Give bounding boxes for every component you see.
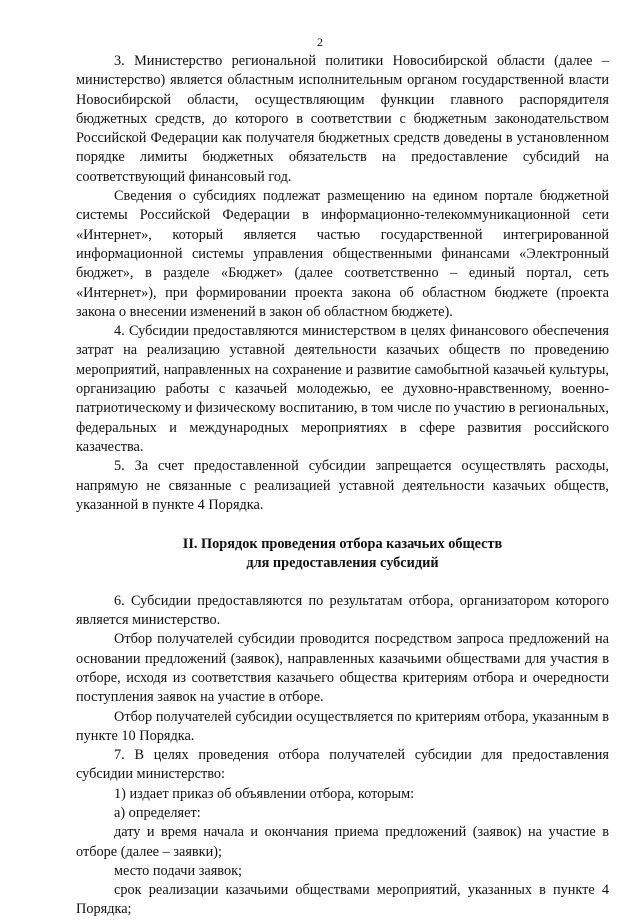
page-number: 2 xyxy=(317,35,323,49)
paragraph-3: 3. Министерство региональной политики Новосибирской области (далее – министерство) является областным исполнительным органом государственной власти Новосибирской области, осуществляющим функции главного распорядителя бюджетных средств, до которого в соответствии с бюджетным законодательством Российской Федерации как получателя бюджетных средств доведены в установленном порядке лимиты бюджетных обязательств на предоставление субсидий на соответствующий финансовый год. xyxy=(76,53,609,185)
section-heading-line-1: II. Порядок проведения отбора казачьих обществ xyxy=(182,536,503,553)
paragraph-4: 4. Субсидии предоставляются министерством в целях финансового обеспечения затрат на реализацию уставной деятельности казачьих обществ по проведению мероприятий, направленных на сохранение и развитие самобытной казачьей культуры, организацию работы с казачьей молодежью, ее духовно-нравственному, военно-патриотическому и физическому воспитанию, в том числе по участию в региональных, федеральных и международных мероприятиях в сфере развития российского казачества. xyxy=(76,323,609,455)
paragraph-5: 5. За счет предоставленной субсидии запрещается осуществлять расходы, напрямую не связанные с реализацией уставной деятельности казачьих обществ, указанной в пункте 4 Порядка. xyxy=(76,458,609,513)
paragraph-subsidy-info: Сведения о субсидиях подлежат размещению на едином портале бюджетной системы Российской Федерации в информационно-телекоммуникационной сети «Интернет», который является частью государственной интегрированной информационной системы управления общественными финансами «Электронный бюджет», в разделе «Бюджет» (далее соответственно – единый портал, сеть «Интернет»), при формировании проекта закона об областном бюджете (проекта закона о внесении изменений в закон об областном бюджете). xyxy=(76,188,609,320)
paragraph-6: 6. Субсидии предоставляются по результатам отбора, организатором которого является министерство. xyxy=(76,592,609,629)
paragraph-7: 7. В целях проведения отбора получателей субсидии для предоставления субсидии министерство: xyxy=(76,747,609,783)
document-body xyxy=(76,52,609,920)
list-item-1: 1) издает приказ об объявлении отбора, которым: xyxy=(114,785,415,802)
paragraph-selection-criteria: Отбор получателей субсидии осуществляется по критериям отбора, указанным в пункте 10 Порядка. xyxy=(76,708,609,744)
paragraph-selection-method: Отбор получателей субсидии проводится посредством запроса предложений на основании предложений (заявок), направленных казачьими обществами для участия в отборе, исходя из соответствия казачьего общества критериям отбора и очередности поступления заявок на участие в отборе. xyxy=(76,631,609,706)
list-item-place: место подачи заявок; xyxy=(114,862,243,879)
section-heading-line-2: для предоставления субсидий xyxy=(246,555,439,572)
list-item-dates: дату и время начала и окончания приема предложений (заявок) на участие в отборе (далее – заявки); xyxy=(76,824,609,860)
section-heading xyxy=(76,535,609,574)
list-item-a: а) определяет: xyxy=(114,804,201,821)
list-item-term: срок реализации казачьими обществами мероприятий, указанных в пункте 4 Порядка; xyxy=(76,882,609,918)
